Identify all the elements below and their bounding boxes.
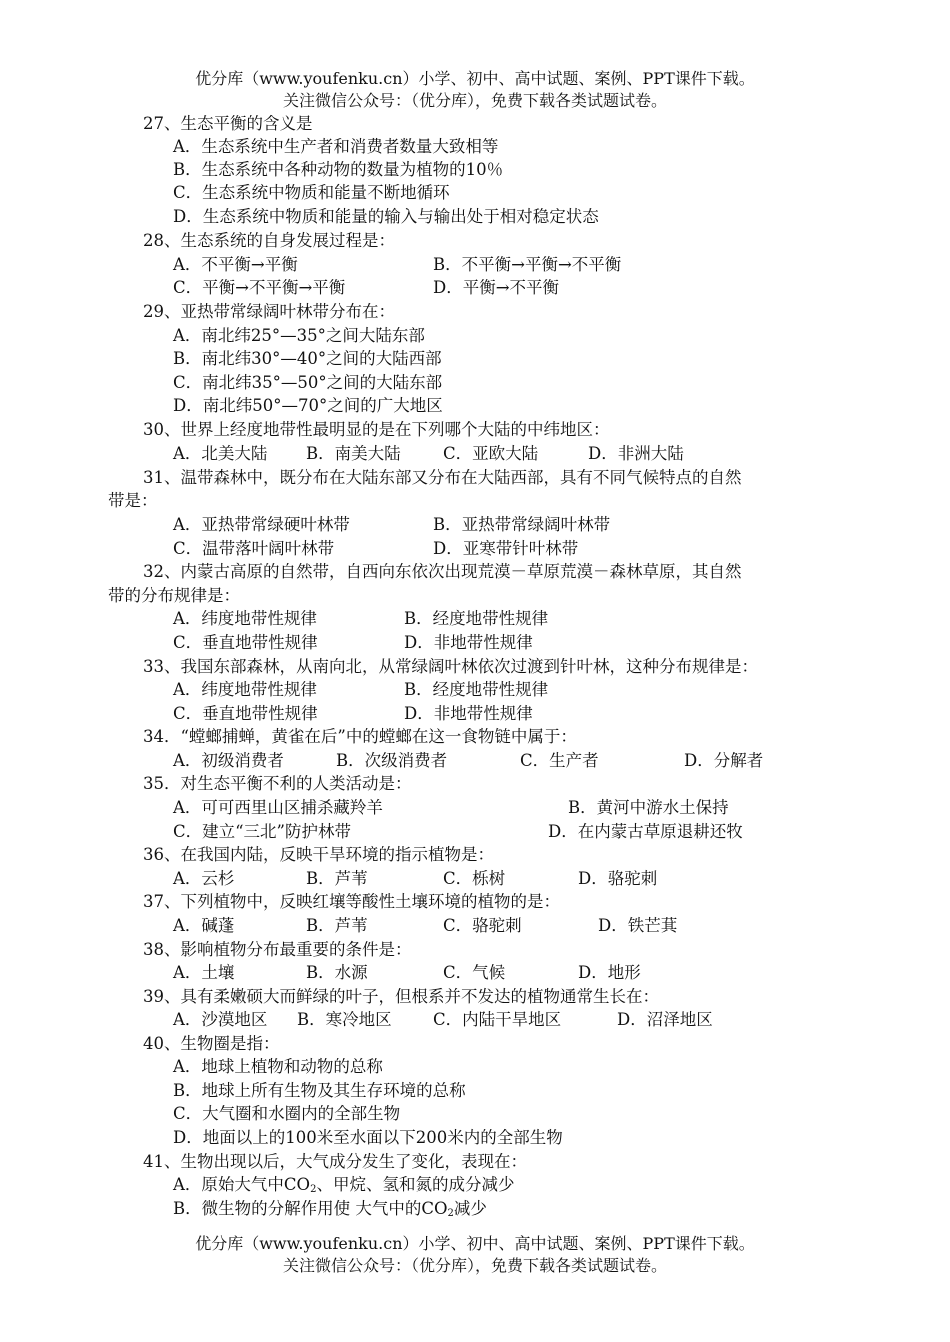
question-28-option-b: B．不平衡→平衡→不平衡	[433, 255, 622, 274]
question-38-option-b: B．水源	[306, 963, 368, 982]
question-39-stem: 39、具有柔嫩硕大而鲜绿的叶子，但根系并不发达的植物通常生长在：	[143, 987, 659, 1006]
header-line-1: 优分库（www.youfenku.cn）小学、初中、高中试题、案例、PPT课件下载。	[195, 69, 755, 88]
question-30-option-c: C．亚欧大陆	[443, 444, 539, 463]
question-31-option-d: D．亚寒带针叶林带	[433, 539, 579, 558]
question-36-option-c: C．栎树	[443, 869, 506, 888]
question-33-option-c: C．垂直地带性规律	[173, 704, 318, 723]
question-34-option-c: C．生产者	[520, 751, 599, 770]
question-27-option-c: C．生态系统中物质和能量不断地循环	[173, 183, 450, 202]
question-35-option-a: A．可可西里山区捕杀藏羚羊	[173, 798, 383, 817]
question-41-stem: 41、生物出现以后，大气成分发生了变化，表现在：	[143, 1152, 527, 1171]
question-32-option-c: C．垂直地带性规律	[173, 633, 318, 652]
question-34-option-b: B．次级消费者	[336, 751, 448, 770]
question-28-option-c: C．平衡→不平衡→平衡	[173, 278, 346, 297]
question-32-option-a: A．纬度地带性规律	[173, 609, 317, 628]
question-39-option-d: D．沼泽地区	[617, 1010, 713, 1029]
question-32-stem: 32、内蒙古高原的自然带，自西向东依次出现荒漠－草原荒漠－森林草原，其自然	[143, 562, 742, 581]
question-34-stem: 34．“螳螂捕蝉，黄雀在后”中的螳螂在这一食物链中属于：	[143, 727, 577, 746]
question-41-option-b: B．微生物的分解作用使 大气中的$CO_2$减少	[173, 1199, 487, 1219]
question-35-option-d: D．在内蒙古草原退耕还牧	[548, 822, 743, 841]
question-38-stem: 38、影响植物分布最重要的条件是：	[143, 940, 412, 959]
question-40-option-c: C．大气圈和水圈内的全部生物	[173, 1104, 401, 1123]
question-32-option-b: B．经度地带性规律	[404, 609, 549, 628]
question-41-option-a: A．原始大气中$CO_2$、甲烷、氢和氮的成分减少	[173, 1175, 515, 1195]
question-34-option-a: A．初级消费者	[173, 751, 284, 770]
header-line-2: 关注微信公众号：（优分库），免费下载各类试题试卷。	[282, 91, 667, 110]
question-35-stem: 35．对生态平衡不利的人类活动是：	[143, 774, 412, 793]
question-40-option-b: B．地球上所有生物及其生存环境的总称	[173, 1081, 466, 1100]
question-27-option-d: D．生态系统中物质和能量的输入与输出处于相对稳定状态	[173, 207, 599, 226]
question-37-stem: 37、下列植物中，反映红壤等酸性土壤环境的植物的是：	[143, 892, 560, 911]
question-37-option-a: A．碱蓬	[173, 916, 235, 935]
question-38-option-d: D．地形	[578, 963, 641, 982]
question-37-option-d: D．铁芒萁	[598, 916, 678, 935]
question-27-option-a: A．生态系统中生产者和消费者数量大致相等	[173, 137, 499, 156]
question-27-stem: 27、生态平衡的含义是	[143, 114, 313, 133]
question-28-option-d: D．平衡→不平衡	[433, 278, 560, 297]
question-28-stem: 28、生态系统的自身发展过程是：	[143, 231, 395, 250]
question-29-stem: 29、亚热带常绿阔叶林带分布在：	[143, 302, 395, 321]
question-30-option-a: A．北美大陆	[173, 444, 268, 463]
question-36-option-d: D．骆驼刺	[578, 869, 658, 888]
question-32-stem-cont: 带的分布规律是：	[108, 586, 240, 605]
footer-line-1: 优分库（www.youfenku.cn）小学、初中、高中试题、案例、PPT课件下载。	[195, 1234, 755, 1253]
question-30-option-b: B．南美大陆	[306, 444, 401, 463]
question-29-option-d: D．南北纬50°—70°之间的广大地区	[173, 396, 443, 415]
question-29-option-c: C．南北纬35°—50°之间的大陆东部	[173, 373, 443, 392]
question-40-option-d: D．地面以上的100米至水面以下200米内的全部生物	[173, 1128, 563, 1147]
question-29-option-a: A．南北纬25°—35°之间大陆东部	[173, 326, 425, 345]
question-29-option-b: B．南北纬30°—40°之间的大陆西部	[173, 349, 442, 368]
question-31-stem: 31、温带森林中，既分布在大陆东部又分布在大陆西部，具有不同气候特点的自然	[143, 468, 742, 487]
question-35-option-b: B．黄河中游水土保持	[568, 798, 729, 817]
question-33-option-b: B．经度地带性规律	[404, 680, 549, 699]
question-39-option-c: C．内陆干旱地区	[433, 1010, 562, 1029]
question-38-option-c: C．气候	[443, 963, 506, 982]
question-39-option-a: A．沙漠地区	[173, 1010, 268, 1029]
question-39-option-b: B．寒冷地区	[297, 1010, 392, 1029]
question-31-option-a: A．亚热带常绿硬叶林带	[173, 515, 350, 534]
footer-line-2: 关注微信公众号：（优分库），免费下载各类试题试卷。	[282, 1256, 667, 1275]
question-36-option-a: A．云杉	[173, 869, 235, 888]
question-31-stem-cont: 带是：	[108, 491, 158, 510]
question-31-option-c: C．温带落叶阔叶林带	[173, 539, 335, 558]
question-32-option-d: D．非地带性规律	[404, 633, 533, 652]
question-31-option-b: B．亚热带常绿阔叶林带	[433, 515, 611, 534]
question-33-option-d: D．非地带性规律	[404, 704, 533, 723]
question-28-option-a: A．不平衡→平衡	[173, 255, 298, 274]
question-37-option-b: B．芦苇	[306, 916, 368, 935]
question-30-option-d: D．非洲大陆	[588, 444, 684, 463]
question-30-stem: 30、世界上经度地带性最明显的是在下列哪个大陆的中纬地区：	[143, 420, 610, 439]
question-40-option-a: A．地球上植物和动物的总称	[173, 1057, 383, 1076]
question-38-option-a: A．土壤	[173, 963, 235, 982]
question-33-option-a: A．纬度地带性规律	[173, 680, 317, 699]
question-40-stem: 40、生物圈是指：	[143, 1034, 280, 1053]
question-36-stem: 36、在我国内陆，反映干旱环境的指示植物是：	[143, 845, 494, 864]
question-27-option-b: B．生态系统中各种动物的数量为植物的10％	[173, 160, 504, 179]
question-33-stem: 33、我国东部森林，从南向北，从常绿阔叶林依次过渡到针叶林，这种分布规律是：	[143, 657, 758, 676]
question-34-option-d: D．分解者	[684, 751, 764, 770]
question-36-option-b: B．芦苇	[306, 869, 368, 888]
question-35-option-c: C．建立“三北”防护林带	[173, 822, 351, 841]
question-37-option-c: C．骆驼刺	[443, 916, 522, 935]
